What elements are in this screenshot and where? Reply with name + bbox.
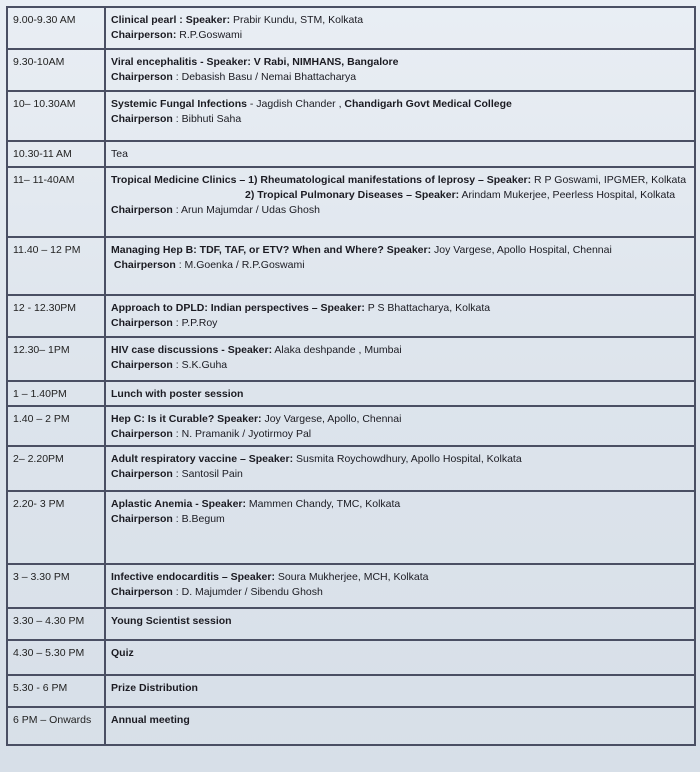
table-row [7,7,695,49]
chairperson-label: Chairperson [111,317,173,329]
table-row [7,707,695,745]
session-title: Aplastic Anemia - Speaker: [111,498,246,510]
time-cell: 11– 11-40AM [7,167,105,237]
table-row [7,141,695,167]
time-cell: 2– 2.20PM [7,446,105,491]
schedule-table [6,6,696,746]
session-cell: Prize Distribution [105,675,695,707]
speaker-name: Mammen Chandy, TMC, Kolkata [246,498,401,510]
session-cell [105,491,695,564]
time-cell: 9.30-10AM [7,49,105,91]
session-cell [105,295,695,337]
session-cell [105,337,695,381]
time-cell: 3 – 3.30 PM [7,564,105,608]
session-cell: Annual meeting [105,707,695,745]
time-cell: 2.20- 3 PM [7,491,105,564]
speaker-name: V Rabi, NIMHANS, Bangalore [250,56,399,68]
table-row [7,564,695,608]
chairperson-label: Chairperson [111,586,173,598]
time-cell: 10.30-11 AM [7,141,105,167]
session-cell [105,237,695,295]
time-cell: 10– 10.30AM [7,91,105,141]
table-row [7,49,695,91]
session-title: Clinical pearl : [111,14,186,26]
chairperson-name: : N. Pramanik / Jyotirmoy Pal [172,428,312,440]
session-title: Approach to DPLD: Indian perspectives – Speaker: [111,302,365,314]
session-title: Adult respiratory vaccine – Speaker: [111,453,294,465]
speaker-name: - Jagdish Chander , [246,98,345,110]
session-title: Hep C: Is it Curable? Speaker: [111,413,262,425]
session-title: HIV case discussions - Speaker: [111,344,273,356]
chairperson-label: Chairperson [111,113,173,125]
chairperson-name: : D. Majumder / Sibendu Ghosh [172,586,323,598]
session-cell [105,49,695,91]
time-cell: 1 – 1.40PM [7,381,105,406]
speaker-name: R P Goswami, IPGMER, Kolkata [531,174,687,186]
session-title-2: 2) Tropical Pulmonary Diseases – Speaker: [245,189,460,201]
chairperson-name: : S.K.Guha [172,359,228,371]
session-cell: Quiz [105,640,695,675]
table-row [7,337,695,381]
speaker-institution: Chandigarh Govt Medical College [344,98,512,110]
chairperson-label: Chairperson [111,468,173,480]
session-cell: Tea [105,141,695,167]
session-title: Managing Hep B: TDF, TAF, or ETV? When and Where? Speaker: [111,244,432,256]
speaker-name: Joy Vargese, Apollo, Chennai [261,413,402,425]
session-title: Tropical Medicine Clinics – 1) Rheumatological manifestations of leprosy – Speaker: [111,174,532,186]
chairperson-name: : P.P.Roy [172,317,218,329]
chairperson-name: : Debasish Basu / Nemai Bhattacharya [172,71,357,83]
time-cell: 1.40 – 2 PM [7,406,105,446]
session-title: Infective endocarditis – Speaker: [111,571,275,583]
chairperson-label: Chairperson [113,259,176,271]
speaker-label: Speaker: [185,14,231,26]
session-cell: Lunch with poster session [105,381,695,406]
chairperson-label: Chairperson [111,513,173,525]
speaker-name: Susmita Roychowdhury, Apollo Hospital, Kolkata [293,453,522,465]
session-title: Systemic Fungal Infections [111,98,247,110]
speaker-name: P S Bhattacharya, Kolkata [364,302,491,314]
chairperson-name: : Santosil Pain [172,468,243,480]
session-cell: Young Scientist session [105,608,695,640]
table-row [7,91,695,141]
speaker-name: Prabir Kundu, STM, Kolkata [230,14,364,26]
table-row [7,446,695,491]
time-cell: 6 PM – Onwards [7,707,105,745]
chairperson-name: : M.Goenka / R.P.Goswami [175,259,305,271]
chairperson-name: : B.Begum [172,513,225,525]
table-row [7,167,695,237]
speaker-name: Joy Vargese, Apollo Hospital, Chennai [431,244,612,256]
table-row [7,381,695,406]
chairperson-label: Chairperson [111,204,173,216]
chairperson-label: Chairperson [111,71,173,83]
time-cell: 5.30 - 6 PM [7,675,105,707]
session-cell [105,446,695,491]
time-cell: 9.00-9.30 AM [7,7,105,49]
table-row [7,640,695,675]
session-cell [105,91,695,141]
table-row [7,406,695,446]
chairperson-label: Chairperson [111,428,173,440]
time-cell: 3.30 – 4.30 PM [7,608,105,640]
time-cell: 12 - 12.30PM [7,295,105,337]
speaker-name-2: Arindam Mukerjee, Peerless Hospital, Kolkata [459,189,676,201]
time-cell: 4.30 – 5.30 PM [7,640,105,675]
session-cell [105,167,695,237]
chairperson-label: Chairperson: [111,29,177,41]
table-row [7,491,695,564]
session-cell [105,7,695,49]
session-title: Viral encephalitis - [111,56,207,68]
time-cell: 11.40 – 12 PM [7,237,105,295]
speaker-label: Speaker: [206,56,251,68]
table-row [7,237,695,295]
chairperson-label: Chairperson [111,359,173,371]
session-cell [105,406,695,446]
time-cell: 12.30– 1PM [7,337,105,381]
table-row [7,295,695,337]
chairperson-name: R.P.Goswami [176,29,243,41]
table-row [7,675,695,707]
chairperson-name: : Arun Majumdar / Udas Ghosh [172,204,320,216]
table-row [7,608,695,640]
speaker-name: Soura Mukherjee, MCH, Kolkata [274,571,429,583]
session-cell [105,564,695,608]
chairperson-name: : Bibhuti Saha [172,113,242,125]
speaker-name: Alaka deshpande , Mumbai [272,344,402,356]
